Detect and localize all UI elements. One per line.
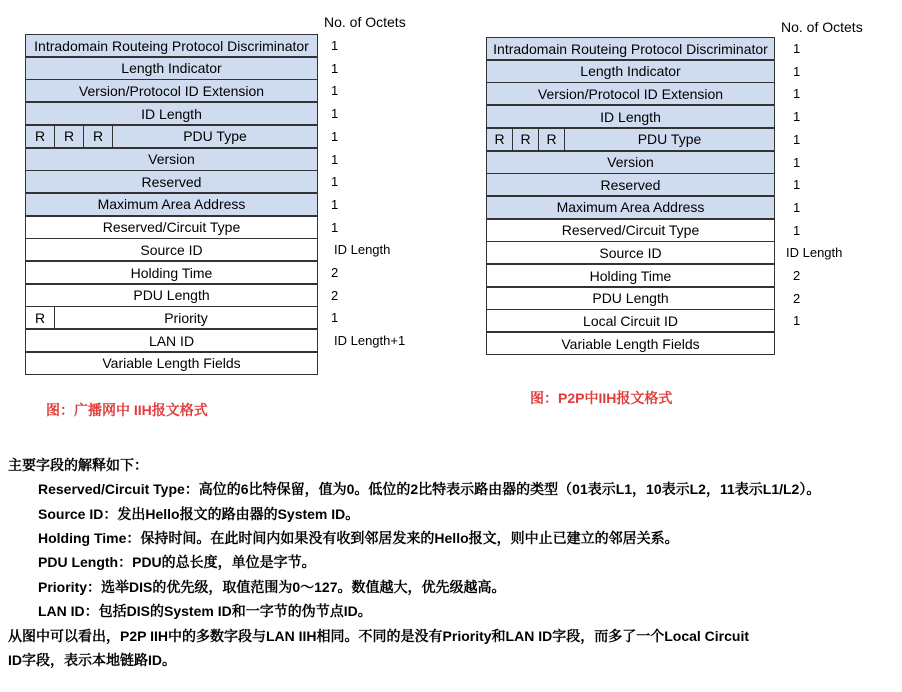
field-label: Reserved bbox=[600, 176, 661, 193]
field-row bbox=[25, 306, 318, 329]
field-octets: 1 bbox=[793, 131, 801, 147]
field-label: Version bbox=[148, 151, 195, 167]
field-octets: 2 bbox=[331, 265, 339, 280]
explanation-item: Holding Time：保持时间。在此时间内如果没有收到邻居发来的Hello报文，则中止已建立的邻居关系。 bbox=[38, 530, 679, 546]
field-octets: ID Length bbox=[786, 245, 843, 261]
field-row bbox=[486, 309, 775, 332]
explanation-item: Source ID：发出Hello报文的路由器的System ID。 bbox=[38, 506, 360, 522]
field-octets: 2 bbox=[331, 287, 339, 303]
field-row bbox=[486, 105, 775, 128]
field-octets: 1 bbox=[793, 109, 801, 125]
field-label: Maximum Area Address bbox=[97, 196, 246, 213]
field-octets: 1 bbox=[793, 86, 801, 102]
field-label: Length Indicator bbox=[580, 63, 681, 80]
explanation-item: Reserved/Circuit Type：高位的6比特保留，值为0。低位的2比特表示路由器的类型（01表示L1，10表示L2，11表示L1/L2）。 bbox=[38, 481, 821, 497]
reserved-bit-cell: R bbox=[26, 126, 55, 147]
field-label: PDU Type bbox=[183, 128, 247, 145]
reserved-bit-cell: R bbox=[84, 126, 113, 147]
field-label: Version bbox=[607, 154, 654, 170]
field-row bbox=[486, 37, 775, 60]
explanation-conclusion: 从图中可以看出，P2P IIH中的多数字段与LAN IIH相同。不同的是没有Priority和LAN ID字段，而多了一个Local Circuit bbox=[8, 628, 750, 644]
lan-iih-caption: 图：广播网中 IIH报文格式 bbox=[46, 402, 208, 418]
field-row bbox=[486, 60, 775, 83]
field-octets: 1 bbox=[331, 174, 339, 190]
field-row bbox=[25, 193, 318, 216]
field-row bbox=[486, 219, 775, 242]
p2p-iih-caption: 图：P2P中IIH报文格式 bbox=[530, 390, 673, 406]
field-row bbox=[25, 284, 318, 307]
field-label: Source ID bbox=[599, 244, 662, 261]
field-octets: 1 bbox=[793, 154, 801, 170]
field-row bbox=[25, 261, 318, 284]
field-label: PDU Type bbox=[637, 131, 702, 148]
field-row bbox=[486, 264, 775, 287]
explanation-item: PDU Length：PDU的总长度，单位是字节。 bbox=[38, 554, 316, 570]
reserved-bit-cell: R bbox=[487, 129, 513, 150]
field-label: LAN ID bbox=[148, 332, 195, 349]
field-row bbox=[25, 216, 318, 239]
field-row bbox=[486, 173, 775, 196]
reserved-bit-cell: R bbox=[513, 129, 539, 150]
field-label: Source ID bbox=[140, 241, 203, 258]
field-octets: 1 bbox=[331, 106, 339, 122]
field-octets: 1 bbox=[331, 128, 339, 144]
field-label: PDU Length bbox=[592, 290, 669, 307]
field-row bbox=[25, 352, 318, 375]
field-octets: 1 bbox=[331, 219, 339, 235]
reserved-bit-cell: R bbox=[26, 307, 55, 328]
field-row bbox=[25, 57, 318, 80]
field-octets: ID Length+1 bbox=[334, 333, 406, 349]
explanation-intro: 主要字段的解释如下： bbox=[8, 457, 148, 473]
field-label: Reserved bbox=[141, 173, 202, 190]
reserved-bit-cell: R bbox=[539, 129, 565, 150]
explanation-item: Priority：选举DIS的优先级，取值范围为0～127。数值越大，优先级越高。 bbox=[38, 579, 506, 595]
field-octets: 1 bbox=[331, 38, 339, 53]
field-label: ID Length bbox=[141, 105, 202, 122]
explanation-conclusion: ID字段，表示本地链路ID。 bbox=[8, 652, 176, 668]
field-octets: 1 bbox=[793, 41, 801, 56]
field-label: ID Length bbox=[600, 108, 661, 125]
field-label: Holding Time bbox=[130, 264, 213, 281]
field-octets: 1 bbox=[331, 310, 339, 326]
field-label: Priority bbox=[164, 309, 208, 326]
field-octets: 1 bbox=[793, 63, 801, 79]
field-label: Local Circuit ID bbox=[583, 312, 678, 329]
field-label: Reserved/Circuit Type bbox=[102, 219, 241, 236]
p2p-octets-header: No. of Octets bbox=[781, 19, 863, 35]
field-label: Intradomain Routeing Protocol Discriminator bbox=[34, 37, 309, 54]
field-label: Length Indicator bbox=[121, 60, 222, 77]
field-label: Variable Length Fields bbox=[561, 335, 700, 352]
field-octets: 1 bbox=[793, 222, 801, 238]
field-row bbox=[486, 332, 775, 355]
field-label: Maximum Area Address bbox=[556, 199, 705, 216]
field-row bbox=[25, 79, 318, 102]
field-octets: ID Length bbox=[334, 242, 391, 258]
field-octets: 1 bbox=[793, 177, 801, 193]
field-label: Version/Protocol ID Extension bbox=[78, 82, 265, 99]
field-label: Holding Time bbox=[589, 267, 672, 284]
field-label: Intradomain Routeing Protocol Discriminator bbox=[493, 40, 768, 57]
field-octets: 2 bbox=[793, 268, 801, 283]
field-row bbox=[486, 196, 775, 219]
field-octets: 2 bbox=[793, 290, 801, 306]
field-octets: 1 bbox=[331, 196, 339, 212]
field-row bbox=[25, 34, 318, 57]
field-row bbox=[486, 128, 775, 151]
reserved-bit-cell: R bbox=[55, 126, 84, 147]
field-row bbox=[25, 148, 318, 171]
field-label: PDU Length bbox=[133, 287, 210, 304]
field-label: Variable Length Fields bbox=[102, 355, 241, 372]
field-row bbox=[486, 82, 775, 105]
field-row bbox=[486, 241, 775, 264]
field-row bbox=[25, 125, 318, 148]
field-row bbox=[486, 151, 775, 174]
explanation-item: LAN ID：包括DIS的System ID和一字节的伪节点ID。 bbox=[38, 603, 372, 619]
field-octets: 1 bbox=[793, 313, 801, 329]
field-octets: 1 bbox=[331, 60, 339, 76]
field-row bbox=[25, 329, 318, 352]
field-label: Version/Protocol ID Extension bbox=[537, 85, 724, 102]
field-label: Reserved/Circuit Type bbox=[561, 222, 700, 239]
field-octets: 1 bbox=[331, 151, 339, 167]
lan-octets-header: No. of Octets bbox=[324, 14, 406, 30]
field-row bbox=[25, 238, 318, 261]
field-row bbox=[25, 170, 318, 193]
field-octets: 1 bbox=[793, 199, 801, 215]
field-row bbox=[25, 102, 318, 125]
field-row bbox=[486, 287, 775, 310]
field-octets: 1 bbox=[331, 83, 339, 99]
